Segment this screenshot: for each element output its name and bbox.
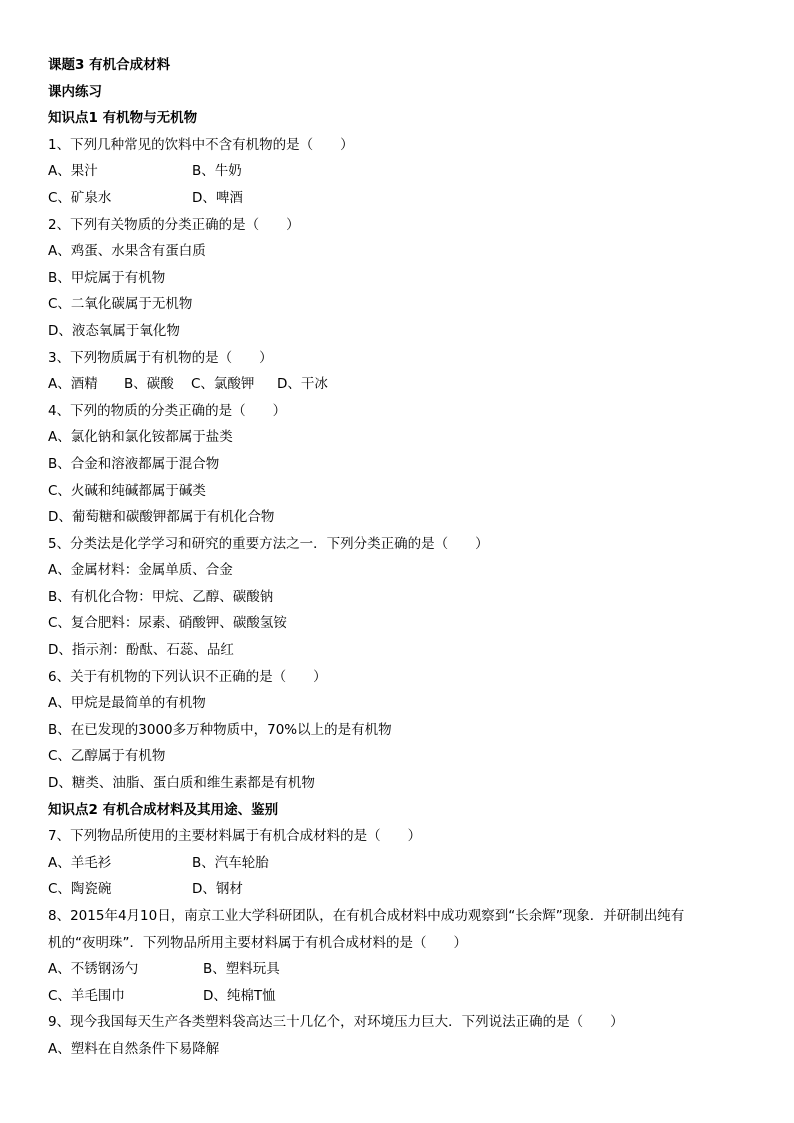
option-b: B、牛奶 xyxy=(192,163,242,180)
option-d: D、干冰 xyxy=(277,376,328,393)
option-b: B、碳酸 xyxy=(124,376,174,393)
option-b: B、有机化合物：甲烷、乙醇、碳酸钠 xyxy=(48,588,274,605)
option-a: A、塑料在自然条件下易降解 xyxy=(48,1040,220,1057)
option-d: D、啤酒 xyxy=(192,189,243,206)
question-stem: 5、分类法是化学学习和研究的重要方法之一．下列分类正确的是（ ） xyxy=(48,535,489,552)
option-a: A、氯化钠和氯化铵都属于盐类 xyxy=(48,429,233,446)
option-c: C、矿泉水 xyxy=(48,189,112,206)
option-d: D、纯棉T恤 xyxy=(203,987,276,1004)
question-stem: 4、下列的物质的分类正确的是（ ） xyxy=(48,402,287,419)
option-a: A、羊毛衫 xyxy=(48,854,112,871)
question-stem-continued: 机的“夜明珠”．下列物品所用主要材料属于有机合成材料的是（ ） xyxy=(48,934,467,951)
option-b: B、汽车轮胎 xyxy=(192,854,269,871)
option-c: C、复合肥料：尿素、硝酸钾、碳酸氢铵 xyxy=(48,615,287,632)
option-c: C、氯酸钾 xyxy=(191,376,255,393)
question-stem: 9、现今我国每天生产各类塑料袋高达三十几亿个，对环境压力巨大．下列说法正确的是（ ） xyxy=(48,1014,624,1031)
question-stem: 2、下列有关物质的分类正确的是（ ） xyxy=(48,216,300,233)
option-b: B、合金和溶液都属于混合物 xyxy=(48,455,220,472)
question-stem: 6、关于有机物的下列认识不正确的是（ ） xyxy=(48,668,327,685)
option-b: B、甲烷属于有机物 xyxy=(48,269,166,286)
option-a: A、酒精 xyxy=(48,376,98,393)
knowledge-point-heading: 知识点2 有机合成材料及其用途、鉴别 xyxy=(48,801,279,818)
option-d: D、液态氧属于氧化物 xyxy=(48,322,180,339)
option-a: A、金属材料：金属单质、合金 xyxy=(48,562,233,579)
option-a: A、甲烷是最简单的有机物 xyxy=(48,695,206,712)
question-stem: 8、2015年4月10日，南京工业大学科研团队，在有机合成材料中成功观察到“长余辉”现象．并研制出纯有 xyxy=(48,908,685,924)
option-c: C、乙醇属于有机物 xyxy=(48,748,166,765)
section-heading: 课内练习 xyxy=(48,83,102,100)
option-row xyxy=(48,850,788,877)
knowledge-point-heading: 知识点1 有机物与无机物 xyxy=(48,110,198,127)
option-d: D、糖类、油脂、蛋白质和维生素都是有机物 xyxy=(48,775,315,792)
option-row xyxy=(48,876,788,903)
option-row xyxy=(48,956,788,983)
option-a: A、果汁 xyxy=(48,163,98,180)
option-row xyxy=(48,983,788,1010)
option-a: A、鸡蛋、水果含有蛋白质 xyxy=(48,243,206,260)
lesson-title: 课题3 有机合成材料 xyxy=(48,57,171,73)
option-row xyxy=(48,371,788,398)
option-c: C、二氧化碳属于无机物 xyxy=(48,296,193,313)
worksheet-content xyxy=(48,52,788,1063)
option-d: D、指示剂：酚酞、石蕊、品红 xyxy=(48,642,234,659)
option-c: C、陶瓷碗 xyxy=(48,881,112,898)
option-b: B、在已发现的3000多万种物质中，70%以上的是有机物 xyxy=(48,721,392,738)
option-row xyxy=(48,158,788,185)
question-stem: 7、下列物品所使用的主要材料属于有机合成材料的是（ ） xyxy=(48,828,422,845)
option-c: C、羊毛围巾 xyxy=(48,987,125,1004)
option-c: C、火碱和纯碱都属于碱类 xyxy=(48,482,206,499)
option-row xyxy=(48,185,788,212)
option-d: D、钢材 xyxy=(192,881,243,898)
option-a: A、不锈钢汤勺 xyxy=(48,961,139,978)
question-stem: 3、下列物质属于有机物的是（ ） xyxy=(48,349,273,366)
option-d: D、葡萄糖和碳酸钾都属于有机化合物 xyxy=(48,509,275,526)
option-b: B、塑料玩具 xyxy=(203,961,280,978)
question-stem: 1、下列几种常见的饮料中不含有机物的是（ ） xyxy=(48,136,354,153)
